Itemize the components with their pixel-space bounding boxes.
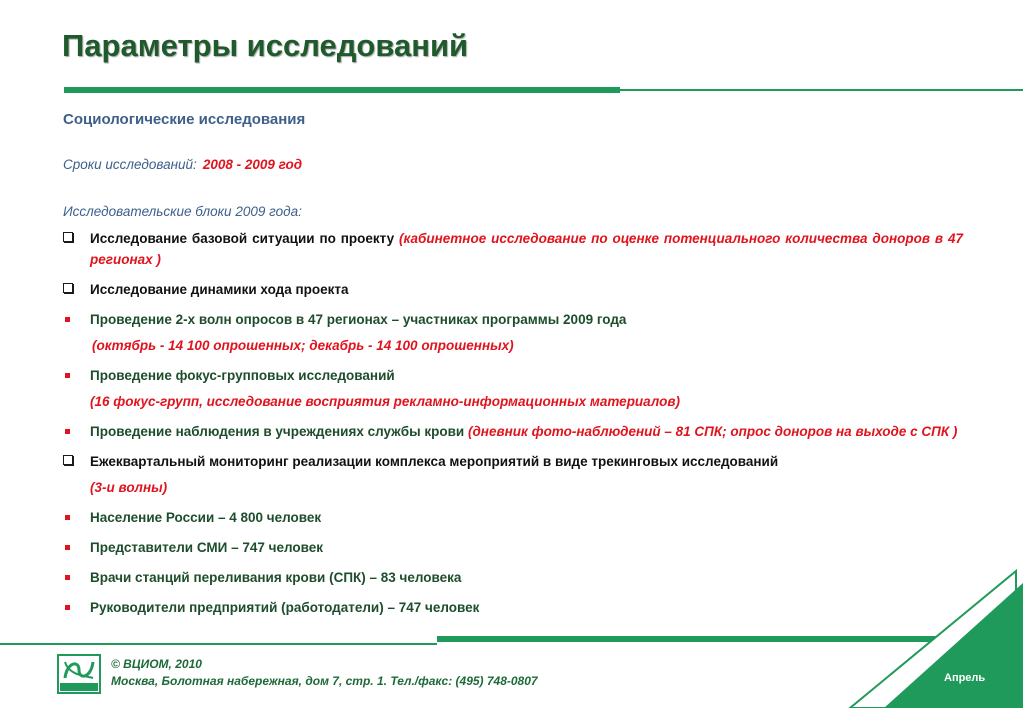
page-title: Параметры исследований xyxy=(62,28,469,63)
item-text: Руководители предприятий (работодатели) – 747 человек xyxy=(90,600,480,615)
item-text: Врачи станций переливания крови (СПК) – 83 человека xyxy=(90,570,462,585)
item-note: (октябрь - 14 100 опрошенных; декабрь - 14 100 опрошенных) xyxy=(92,338,514,353)
footer-address: Москва, Болотная набережная, дом 7, стр. 1. Тел./факс: (495) 748-0807 xyxy=(111,674,538,688)
terms-label: Сроки исследований: xyxy=(63,157,197,172)
item-note: (дневник фото-наблюдений – 81 СПК; опрос доноров на выходе с СПК ) xyxy=(467,424,958,439)
item-text: Исследование базовой ситуации по проекту xyxy=(90,231,395,246)
terms-value: 2008 - 2009 год xyxy=(202,157,303,172)
footer-copyright: © ВЦИОМ, 2010 xyxy=(111,657,202,671)
item-note: (кабинетное исследование по оценке потенциального количества доноров в 47 регионах ) xyxy=(90,231,963,267)
item-text: Проведение фокус-групповых исследований xyxy=(90,368,395,383)
item-note: (16 фокус-групп, исследование восприятия рекламно-информационных материалов) xyxy=(90,394,680,409)
item-text: Исследование динамики хода проекта xyxy=(90,282,349,297)
vciom-logo-icon xyxy=(57,654,101,694)
item-text: Проведение 2-х волн опросов в 47 регионах – участниках программы 2009 года xyxy=(90,312,627,327)
item-note: (3-и волны) xyxy=(90,480,168,495)
item-text: Проведение наблюдения в учреждениях службы крови xyxy=(90,424,465,439)
section-subtitle: Социологические исследования xyxy=(63,111,306,128)
month-label: Апрель xyxy=(944,672,986,684)
item-text: Ежеквартальный мониторинг реализации комплекса мероприятий в виде трекинговых исследований xyxy=(90,454,779,469)
item-text: Население России – 4 800 человек xyxy=(90,510,322,525)
item-text: Представители СМИ – 747 человек xyxy=(90,540,324,555)
blocks-heading: Исследовательские блоки 2009 года: xyxy=(63,204,302,219)
